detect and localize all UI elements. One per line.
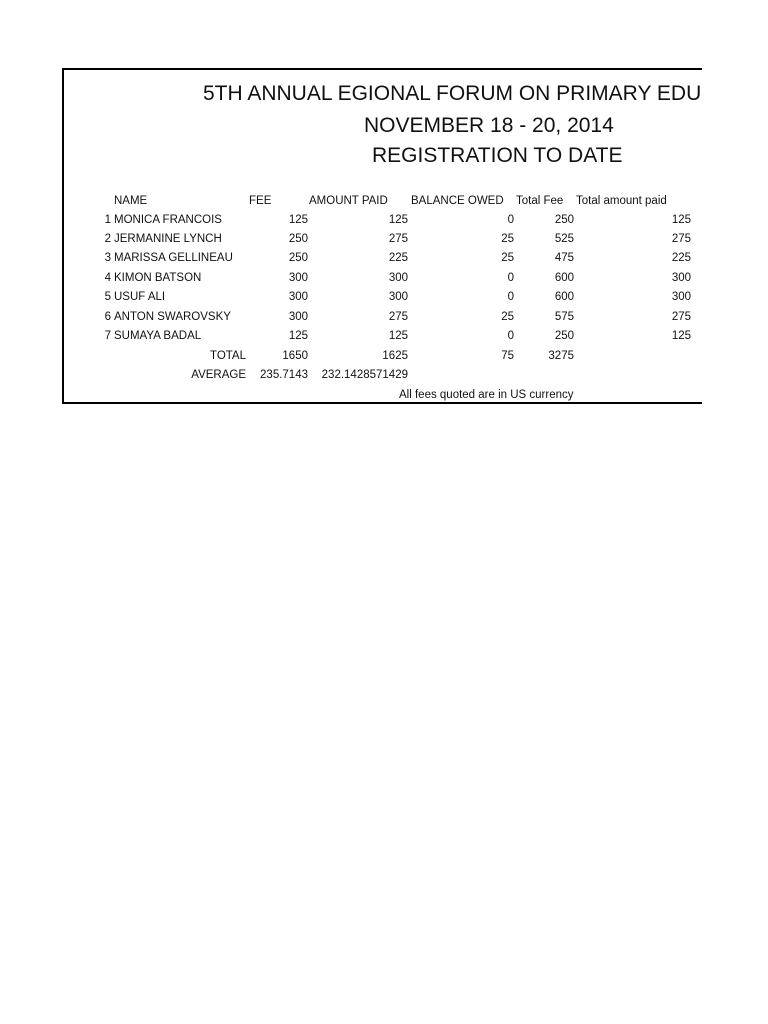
row-name: MONICA FRANCOIS (114, 214, 222, 226)
total-amount-paid: 1625 (382, 350, 408, 362)
row-amount-paid: 275 (388, 311, 408, 323)
registration-sheet (62, 68, 702, 404)
row-total-amount-paid: 300 (671, 272, 691, 284)
row-name: MARISSA GELLINEAU (114, 252, 233, 264)
title-line-1: 5TH ANNUAL EGIONAL FORUM ON PRIMARY EDU (203, 82, 702, 105)
row-total-fee: 600 (554, 272, 574, 284)
row-total-fee: 525 (554, 233, 574, 245)
total-total-fee: 3275 (548, 350, 574, 362)
row-amount-paid: 300 (388, 291, 408, 303)
row-total-amount-paid: 275 (671, 233, 691, 245)
row-balance-owed: 25 (501, 233, 514, 245)
row-balance-owed: 25 (501, 252, 514, 264)
average-label: AVERAGE (191, 369, 246, 381)
row-number: 3 (104, 252, 111, 264)
row-total-amount-paid: 275 (671, 311, 691, 323)
row-fee: 250 (288, 252, 308, 264)
row-balance-owed: 25 (501, 311, 514, 323)
row-balance-owed: 0 (507, 291, 514, 303)
row-number: 2 (104, 233, 111, 245)
total-label: TOTAL (210, 350, 246, 362)
row-balance-owed: 0 (507, 272, 514, 284)
row-amount-paid: 275 (388, 233, 408, 245)
title-line-2: NOVEMBER 18 - 20, 2014 (364, 114, 614, 137)
row-amount-paid: 300 (388, 272, 408, 284)
row-name: USUF ALI (114, 291, 166, 303)
row-total-amount-paid: 225 (671, 252, 691, 264)
row-amount-paid: 125 (388, 214, 408, 226)
row-number: 5 (104, 291, 111, 303)
row-name: ANTON SWAROVSKY (114, 311, 231, 323)
row-total-amount-paid: 125 (671, 330, 691, 342)
row-number: 4 (104, 272, 111, 284)
header-balance-owed: BALANCE OWED (411, 195, 504, 207)
row-total-fee: 600 (554, 291, 574, 303)
row-total-amount-paid: 125 (671, 214, 691, 226)
row-balance-owed: 0 (507, 214, 514, 226)
row-fee: 125 (288, 214, 308, 226)
row-fee: 125 (288, 330, 308, 342)
row-fee: 250 (288, 233, 308, 245)
row-fee: 300 (288, 311, 308, 323)
header-total-amount-paid: Total amount paid (576, 195, 667, 207)
header-total-fee: Total Fee (516, 195, 564, 207)
row-total-fee: 250 (554, 214, 574, 226)
row-amount-paid: 225 (388, 252, 408, 264)
row-name: KIMON BATSON (114, 272, 202, 284)
total-fee: 1650 (282, 350, 308, 362)
row-fee: 300 (288, 272, 308, 284)
currency-footnote: All fees quoted are in US currency (399, 389, 574, 401)
average-fee: 235.7143 (260, 369, 308, 381)
row-amount-paid: 125 (388, 330, 408, 342)
row-total-fee: 475 (554, 252, 574, 264)
row-total-fee: 250 (554, 330, 574, 342)
row-total-amount-paid: 300 (671, 291, 691, 303)
header-fee: FEE (249, 195, 272, 207)
title-line-3: REGISTRATION TO DATE (372, 144, 623, 167)
row-number: 6 (104, 311, 111, 323)
header-amount-paid: AMOUNT PAID (309, 195, 388, 207)
row-total-fee: 575 (554, 311, 574, 323)
row-name: SUMAYA BADAL (114, 330, 202, 342)
row-number: 7 (104, 330, 111, 342)
average-amount-paid: 232.1428571429 (321, 369, 408, 381)
row-balance-owed: 0 (507, 330, 514, 342)
row-name: JERMANINE LYNCH (114, 233, 222, 245)
total-balance-owed: 75 (501, 350, 514, 362)
row-fee: 300 (288, 291, 308, 303)
row-number: 1 (104, 214, 111, 226)
header-name: NAME (114, 195, 148, 207)
